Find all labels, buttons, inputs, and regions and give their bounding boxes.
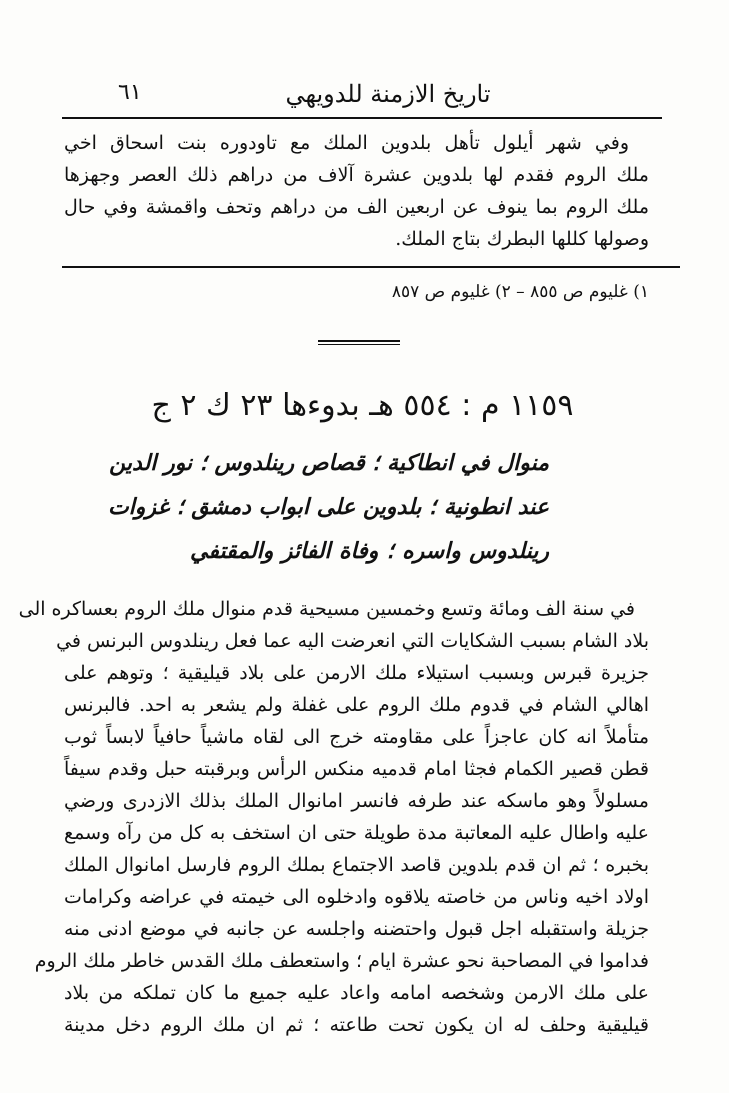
text-line: جزيلة واستقبله اجل قبول واحتضنه واجلسه عن جانبه في موضع ادنى منه xyxy=(64,918,649,940)
text-line: اولاد اخيه وناس من خاصته يلاقوه وادخلوه الى خيمته في عراضه وكرامات xyxy=(64,886,649,908)
text-line: عليه واطال عليه المعاتبة مدة طويلة حتى ان استخف به كل من رآه وسمع xyxy=(64,822,649,844)
text-line: بخبره ؛ ثم ان قدم بلدوين قاصد الاجتماع بملك الروم فارسل امانوال الملك xyxy=(64,854,649,876)
text-line: قطن قصير الكمام فجثا امام قدميه منكس الرأس وبرقبته حبل وقدم سيفاً xyxy=(64,758,649,780)
text-line: بلاد الشام بسبب الشكايات التي انعرضت اليه عما فعل رينلدوس البرنس في xyxy=(56,630,649,652)
text-line: وصولها كللها البطرك بتاج الملك. xyxy=(395,228,649,250)
text-line: متأملاً انه كان عاجزاً على مقاومته خرج الى لقاه ماشياً حافياً لابساً ثوب xyxy=(64,726,649,748)
section-divider xyxy=(318,340,400,342)
footnote-rule xyxy=(62,266,680,268)
text-line: مسلولاً وهو ماسكه عند طرفه فانسر امانوال الملك بذلك الازدرى ورضي xyxy=(64,790,649,812)
text-line: قيليقية وحلف له ان يكون تحت طاعته ؛ ثم ان ملك الروم دخل مدينة xyxy=(64,1014,649,1036)
text-line: في سنة الف ومائة وتسع وخمسين مسيحية قدم منوال ملك الروم بعساكره الى xyxy=(18,598,635,620)
section-divider xyxy=(318,344,400,345)
text-line: ملك الروم بما ينوف عن اربعين الف من دراهم وتحف واقمشة وفي حال xyxy=(64,196,649,218)
synopsis-line: منوال في انطاكية ؛ قصاص رينلدوس ؛ نور الدين xyxy=(109,450,549,476)
running-title: تاريخ الازمنة للدويهي xyxy=(285,80,491,108)
synopsis-line: رينلدوس واسره ؛ وفاة الفائز والمقتفي xyxy=(190,538,549,564)
running-header xyxy=(118,80,658,112)
page-number: ٦١ xyxy=(118,80,142,105)
synopsis-line: عند انطونية ؛ بلدوين على ابواب دمشق ؛ غزوات xyxy=(107,494,549,520)
footnote: ١) غليوم ص ٨٥٥ – ٢) غليوم ص ٨٥٧ xyxy=(391,282,649,302)
text-line: ملك الروم فقدم لها بلدوين عشرة آلاف من دراهم ذلك العصر وجهزها xyxy=(64,164,649,186)
text-line: جزيرة قبرس وبسبب استيلاء ملك الارمن على بلاد قيليقية ؛ وتوهم على xyxy=(64,662,649,684)
text-line: وفي شهر أيلول تأهل بلدوين الملك مع تاودوره بنت اسحاق اخي xyxy=(64,132,629,154)
chapter-heading: ١١٥٩ م : ٥٥٤ هـ بدوءها ٢٣ ك ٢ ج xyxy=(151,388,574,423)
text-line: اهالي الشام في قدوم ملك الروم على غفلة ولم يشعر به احد. فالبرنس xyxy=(64,694,649,716)
text-line: فداموا في المصاحبة نحو عشرة ايام ؛ واستعطف ملك القدس خاطر ملك الروم xyxy=(34,950,649,972)
header-rule xyxy=(62,117,662,119)
text-line: على ملك الارمن وشخصه امامه واعاد عليه جميع ما كان تملكه من بلاد xyxy=(64,982,649,1004)
